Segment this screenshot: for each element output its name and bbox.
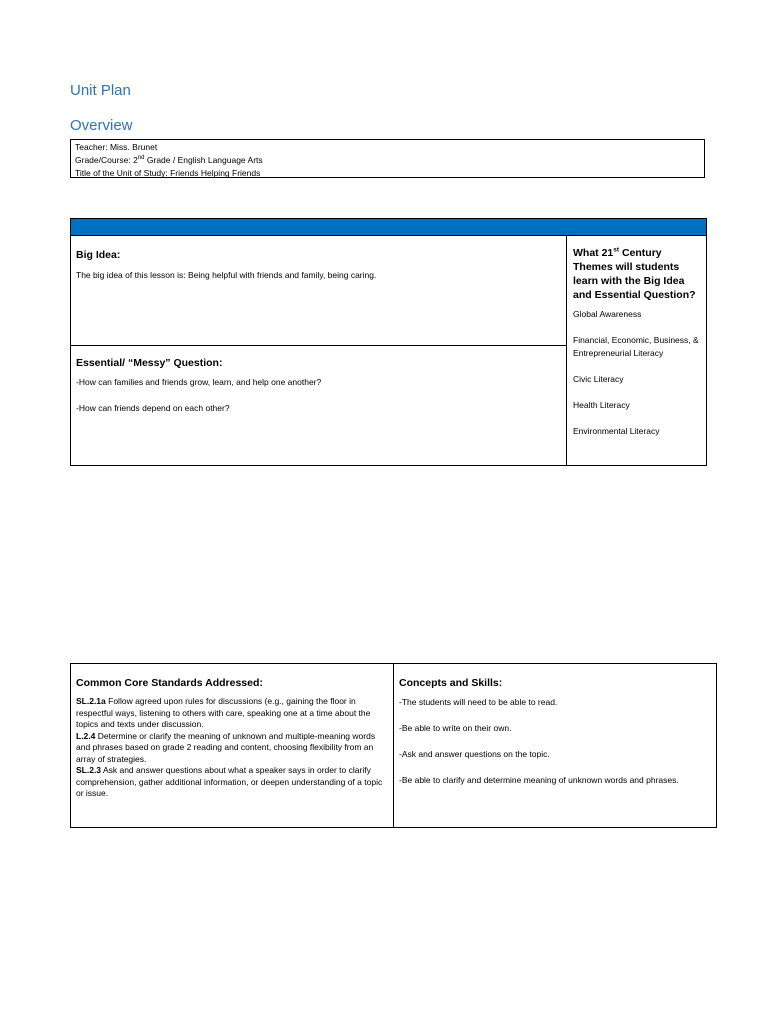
list-item: Civic Literacy <box>573 374 624 384</box>
essential-question-heading: Essential/ “Messy” Question: <box>76 357 223 369</box>
section-title-overview: Overview <box>70 117 133 134</box>
themes-heading-suffix: Century Themes will students learn with the Big Idea and Essential Question? <box>573 247 696 301</box>
grade-superscript: nd <box>137 155 145 162</box>
grade-line <box>75 154 700 167</box>
themes-cell <box>568 236 706 465</box>
essential-question-cell <box>71 346 567 465</box>
themes-list <box>573 308 701 438</box>
standards-cell <box>71 664 394 827</box>
unit-table <box>70 218 707 466</box>
standards-body <box>76 696 388 800</box>
themes-heading-prefix: What 21 <box>573 247 614 259</box>
big-idea-cell <box>71 236 567 346</box>
standards-table <box>70 663 717 828</box>
standard-code: SL.2.1a <box>76 696 106 706</box>
table-header-bar <box>71 219 706 236</box>
concepts-heading: Concepts and Skills: <box>399 677 503 689</box>
list-item: -Be able to clarify and determine meaning of unknown words and phrases. <box>399 775 679 785</box>
themes-heading-superscript: st <box>613 246 620 254</box>
essential-question-2: -How can friends depend on each other? <box>76 403 230 413</box>
standard-text: Ask and answer questions about what a speaker says in order to clarify comprehension, gather additional information, or deepen understanding of a topic or issue. <box>76 765 383 798</box>
grade-prefix: Grade/Course: 2 <box>75 155 138 165</box>
grade-suffix: Grade / English Language Arts <box>144 155 263 165</box>
standards-heading: Common Core Standards Addressed: <box>76 677 263 689</box>
essential-question-1: -How can families and friends grow, learn, and help one another? <box>76 377 322 387</box>
standard-text: Determine or clarify the meaning of unknown and multiple-meaning words and phrases based on grade 2 reading and content, choosing flexibility from an array of strategies. <box>76 730 376 764</box>
overview-box <box>70 139 705 178</box>
list-item: -Ask and answer questions on the topic. <box>399 749 550 759</box>
list-item: -The students will need to be able to read. <box>399 697 558 707</box>
list-item: -Be able to write on their own. <box>399 723 512 733</box>
teacher-line: Teacher: Miss. Brunet <box>75 142 158 152</box>
concepts-cell <box>394 664 716 827</box>
page-title: Unit Plan <box>70 82 131 99</box>
unit-title-line: Title of the Unit of Study: Friends Helping Friends <box>75 168 261 178</box>
standard-code: L.2.4 <box>76 730 96 741</box>
concepts-list <box>399 696 711 787</box>
list-item: Environmental Literacy <box>573 426 660 436</box>
themes-heading <box>573 246 701 302</box>
list-item: Financial, Economic, Business, & Entrepreneurial Literacy <box>573 335 699 358</box>
big-idea-heading: Big Idea: <box>76 249 121 261</box>
standard-code: SL.2.3 <box>76 765 102 775</box>
list-item: Global Awareness <box>573 309 642 319</box>
big-idea-text: The big idea of this lesson is: Being helpful with friends and family, being caring. <box>76 270 377 280</box>
standard-text: Follow agreed upon rules for discussions (e.g., gaining the floor in respectful ways, listening to others with care, speaking one at a time about the topics and texts under discussion. <box>76 696 371 729</box>
list-item: Health Literacy <box>573 400 630 410</box>
